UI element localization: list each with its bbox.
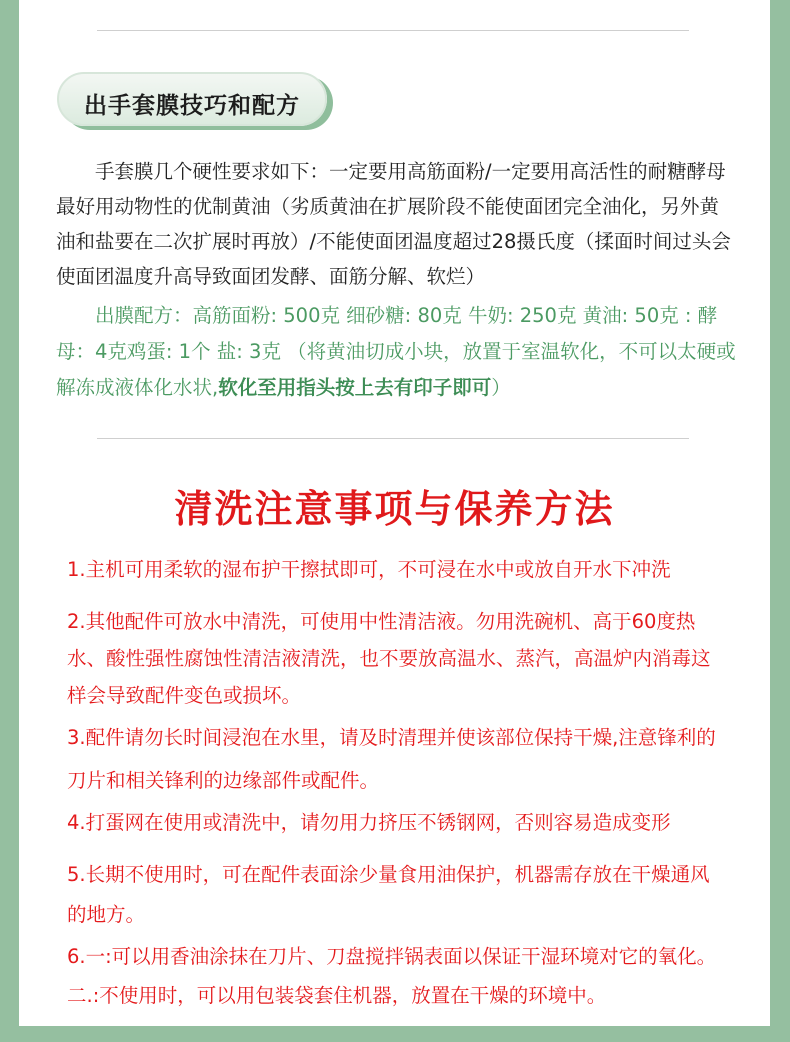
care-title: 清洗注意事项与保养方法 [174,487,615,531]
intro-paragraph: 手套膜几个硬性要求如下：一定要用高筋面粉/一定要用高活性的耐糖酵母最好用动物性的优制黄油（劣质黄油在扩展阶段不能使面团完全油化，另外黄油和盐要在二次扩展时再放）/不能使面团温度超过28摄氏度（揉面时间过头会使面团温度升高导致面团发酵、面筋分解、软烂） [56,160,731,288]
recipe-end: ） [491,376,511,399]
care-item-2: 2.其他配件可放水中清洗，可使用中性清洁液。勿用洗碗机、高于60度热水、酸性强性腐蚀性清洁液清洗，也不要放高温水、蒸汽，高温炉内消毒这样会导致配件变色或损坏。 [67,610,711,707]
care-item-1: 1.主机可用柔软的湿布护干擦拭即可，不可浸在水中或放自开水下冲洗 [67,558,671,581]
care-item-3: 3.配件请勿长时间浸泡在水里，请及时清理并使该部位保持干燥,注意锋利的刀片和相关锋利的边缘部件或配件。 [67,726,716,792]
care-item-5: 5.长期不使用时，可在配件表面涂少量食用油保护，机器需存放在干燥通风的地方。 [67,863,710,926]
recipe-emphasis: 软化至用指头按上去有印子即可 [218,376,492,399]
top-divider [97,30,689,31]
care-item-6: 6.一:可以用香油涂抹在刀片、刀盘搅拌锅表面以保证干湿环境对它的氧化。二.:不使用时，可以用包装袋套住机器，放置在干燥的环境中。 [67,945,717,1007]
section-title-badge [57,72,327,126]
middle-divider [97,438,689,439]
recipe-text: 出膜配方：高筋面粉: 500克 细砂糖: 80克 牛奶: 250克 黄油: 50克 : 酵母：4克鸡蛋: 1个 盐: 3克 （将黄油切成小块，放置于室温软化，不可以太硬或解冻成液体化水状, [56,304,736,399]
section-title: 出手套膜技巧和配方 [84,93,300,119]
care-item-4: 4.打蛋网在使用或清洗中，请勿用力挤压不锈钢网，否则容易造成变形 [67,811,671,834]
recipe-paragraph [56,298,736,406]
content-panel [19,0,770,1026]
